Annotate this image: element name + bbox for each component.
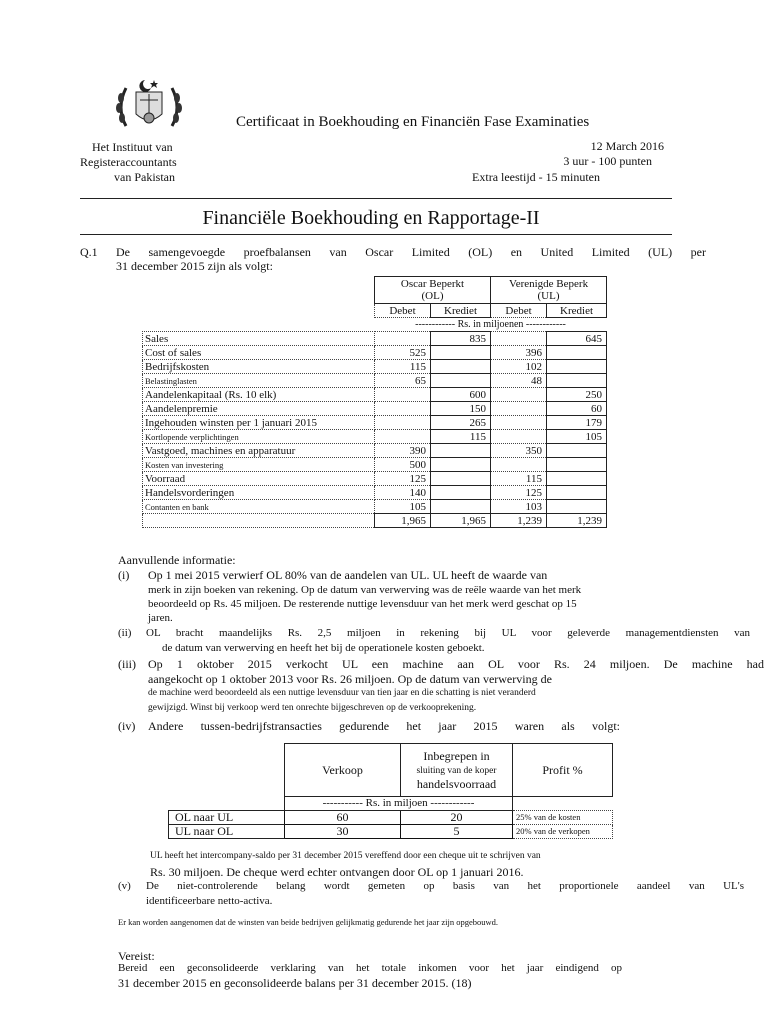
tb-ul-debit: 48 (491, 374, 547, 388)
tb-ol-debit: 500 (375, 458, 431, 472)
tx-row (169, 811, 613, 825)
col-included-l2: sluiting van de koper (416, 765, 497, 776)
tb-ul-debit (491, 388, 547, 402)
ol-company-header (375, 277, 491, 304)
tb-ul-credit (547, 346, 607, 360)
tb-ul-credit: 60 (547, 402, 607, 416)
tb-row-label: Cost of sales (143, 346, 375, 360)
tb-row (143, 472, 607, 486)
assumption-note: Er kan worden aangenomen dat de winsten van beide bedrijven gelijkmatig gedurende het jaar zijn opgebouwd. (118, 917, 499, 927)
item-ii-line1: OL bracht maandelijks Rs. 2,5 miljoen in rekening bij UL voor geleverde managementdiensten van (146, 627, 750, 639)
tb-row (143, 360, 607, 374)
tb-row (143, 332, 607, 346)
tb-ol-debit (375, 388, 431, 402)
tb-ul-credit (547, 360, 607, 374)
item-iii-line3: de machine werd beoordeeld als een nuttige levensduur van tien jaar en die schatting is niet veranderd (148, 688, 536, 698)
tb-ol-credit (431, 458, 491, 472)
col-sales-header: Verkoop (285, 744, 401, 797)
tb-row-label: Handelsvorderingen (143, 486, 375, 500)
tb-ul-credit (547, 444, 607, 458)
item-ii-number: (ii) (118, 627, 132, 639)
tb-ul-credit (547, 472, 607, 486)
tb-ol-credit (431, 486, 491, 500)
item-v-line1: De niet-controlerende belang wordt gemeten op basis van het proportionele aandeel van UL's (146, 880, 744, 892)
tb-ol-debit: 65 (375, 374, 431, 388)
tb-row-label: Ingehouden winsten per 1 januari 2015 (143, 416, 375, 430)
tb-ul-credit (547, 500, 607, 514)
tb-ol-debit: 140 (375, 486, 431, 500)
tx-unit-label: ----------- Rs. in miljoen ------------ (285, 797, 513, 811)
tb-ul-debit (491, 332, 547, 346)
tb-ol-debit: 105 (375, 500, 431, 514)
tx-row (169, 825, 613, 839)
ul-credit-header: Krediet (547, 304, 607, 318)
tb-ol-debit (375, 416, 431, 430)
tb-row-label: Sales (143, 332, 375, 346)
institute-name-line2: Registeraccountants (80, 155, 177, 169)
item-i-line3: beoordeeld op Rs. 45 miljoen. De resterende nuttige levensduur van het merk werd geschat op 15 (148, 598, 577, 610)
trial-balance-table (142, 276, 607, 528)
tx-profit: 20% van de verkopen (513, 825, 613, 839)
required-line1: Bereid een geconsolideerde verklaring van het totale inkomen voor het jaar eindigend op (118, 962, 622, 974)
tb-row (143, 458, 607, 472)
tx-sales: 30 (285, 825, 401, 839)
tb-row-label: Vastgoed, machines en apparatuur (143, 444, 375, 458)
tb-ul-credit (547, 486, 607, 500)
tb-ul-debit (491, 416, 547, 430)
tb-row (143, 486, 607, 500)
tb-ul-credit: 179 (547, 416, 607, 430)
tb-ul-debit: 350 (491, 444, 547, 458)
total-ol-debit: 1,965 (375, 514, 431, 528)
tb-ul-debit: 396 (491, 346, 547, 360)
item-i-line4: jaren. (148, 612, 173, 624)
header-divider (80, 198, 672, 199)
tb-row-label: Aandelenpremie (143, 402, 375, 416)
tb-totals-row (143, 514, 607, 528)
tb-ol-credit: 265 (431, 416, 491, 430)
tb-ol-debit: 525 (375, 346, 431, 360)
ul-debit-header: Debet (491, 304, 547, 318)
tb-ol-credit (431, 360, 491, 374)
tb-ul-credit: 250 (547, 388, 607, 402)
tb-row-label: Kosten van investering (143, 458, 375, 472)
col-included-header (401, 744, 513, 797)
ul-company-name: Verenigde Beperk (508, 278, 589, 290)
tb-row (143, 346, 607, 360)
tb-ul-debit: 125 (491, 486, 547, 500)
tb-ul-debit: 103 (491, 500, 547, 514)
tx-sales: 60 (285, 811, 401, 825)
tb-ol-credit: 115 (431, 430, 491, 444)
item-ii-line2: de datum van verwerving en heeft het bij de operationele kosten geboekt. (162, 642, 485, 654)
item-i-line2: merk in zijn boeken van rekening. Op de datum van verwerving was de reële waarde van het merk (148, 584, 582, 596)
institute-name-line3: van Pakistan (114, 170, 175, 184)
item-iii-line4: gewijzigd. Winst bij verkoop werd ten onrechte bijgeschreven op de verkooprekening. (148, 703, 477, 713)
required-heading: Vereist: (118, 949, 155, 963)
tb-ol-credit (431, 472, 491, 486)
tb-unit-label: ------------ Rs. in miljoenen ------------ (415, 318, 566, 330)
ol-debit-header: Debet (375, 304, 431, 318)
item-iii-number: (iii) (118, 657, 136, 671)
tb-ul-credit (547, 374, 607, 388)
tx-row-label: UL naar OL (169, 825, 285, 839)
tb-row-label: Bedrijfskosten (143, 360, 375, 374)
tb-ul-debit (491, 430, 547, 444)
tb-ol-credit: 600 (431, 388, 491, 402)
institute-name-line1: Het Instituut van (92, 140, 173, 154)
tb-ul-credit: 105 (547, 430, 607, 444)
tb-row-label: Belastinglasten (143, 374, 375, 388)
tx-row-label: OL naar UL (169, 811, 285, 825)
exam-duration: 3 uur - 100 punten (563, 154, 652, 168)
total-ol-credit: 1,965 (431, 514, 491, 528)
tb-ul-debit: 102 (491, 360, 547, 374)
item-i-number: (i) (118, 568, 130, 582)
tb-row (143, 430, 607, 444)
tb-ul-credit: 645 (547, 332, 607, 346)
tx-profit: 25% van de kosten (513, 811, 613, 825)
settlement-line2: Rs. 30 miljoen. De cheque werd echter ontvangen door OL op 1 januari 2016. (150, 865, 524, 879)
tb-row (143, 402, 607, 416)
paper-title: Financiële Boekhouding en Rapportage-II (202, 207, 540, 229)
institute-logo (112, 74, 186, 138)
tb-row-label: Voorraad (143, 472, 375, 486)
item-v-number: (v) (118, 880, 131, 892)
exam-title: Certificaat in Boekhouding en Financiën Fase Examinaties (236, 114, 590, 130)
question-number: Q.1 (80, 245, 98, 259)
tb-ul-debit (491, 458, 547, 472)
ol-credit-header: Krediet (431, 304, 491, 318)
question-intro-line2: 31 december 2015 zijn als volgt: (116, 259, 273, 273)
tb-ol-credit (431, 500, 491, 514)
tx-included: 20 (401, 811, 513, 825)
col-included-l1: Inbegrepen in (423, 748, 490, 763)
tb-row-label: Contanten en bank (143, 500, 375, 514)
tb-ol-debit: 115 (375, 360, 431, 374)
tb-ol-debit (375, 402, 431, 416)
tb-ol-credit (431, 374, 491, 388)
additional-info-heading: Aanvullende informatie: (118, 553, 236, 567)
tb-ul-credit (547, 458, 607, 472)
item-iii-line2: aangekocht op 1 oktober 2013 voor Rs. 26 miljoen. Op de datum van verwerving de (148, 672, 552, 686)
tb-ol-debit: 125 (375, 472, 431, 486)
ol-company-abbr: (OL) (421, 290, 444, 302)
total-ul-credit: 1,239 (547, 514, 607, 528)
ul-company-abbr: (UL) (537, 290, 560, 302)
tb-row-label: Kortlopende verplichtingen (143, 430, 375, 444)
tb-row (143, 500, 607, 514)
ol-company-name: Oscar Beperkt (400, 278, 465, 290)
tb-ol-debit (375, 430, 431, 444)
total-ul-debit: 1,239 (491, 514, 547, 528)
tb-ol-debit (375, 332, 431, 346)
question-intro-line1: De samengevoegde proefbalansen van Oscar Limited (OL) en United Limited (UL) per (116, 245, 706, 259)
tb-ul-debit: 115 (491, 472, 547, 486)
tb-ol-credit: 835 (431, 332, 491, 346)
tb-row (143, 388, 607, 402)
tb-ol-debit: 390 (375, 444, 431, 458)
intercompany-transactions-table (168, 743, 613, 839)
item-v-line2: identificeerbare netto-activa. (146, 895, 273, 907)
exam-date: 12 March 2016 (590, 139, 664, 153)
col-profit-header: Profit % (513, 744, 613, 797)
title-divider (80, 234, 672, 235)
tb-ol-credit (431, 444, 491, 458)
tb-row (143, 444, 607, 458)
required-line2: 31 december 2015 en geconsolideerde balans per 31 december 2015. (18) (118, 976, 472, 990)
item-iv-line1: Andere tussen-bedrijfstransacties gedurende het jaar 2015 waren als volgt: (148, 719, 620, 733)
tb-row (143, 374, 607, 388)
col-included-l3: handelsvoorraad (416, 776, 497, 791)
tb-ol-credit: 150 (431, 402, 491, 416)
ul-company-header (491, 277, 607, 304)
tx-included: 5 (401, 825, 513, 839)
tb-ol-credit (431, 346, 491, 360)
tb-ul-debit (491, 402, 547, 416)
item-i-line1: Op 1 mei 2015 verwierf OL 80% van de aandelen van UL. UL heeft de waarde van (148, 568, 548, 582)
tb-row-label: Aandelenkapitaal (Rs. 10 elk) (143, 388, 375, 402)
tb-row (143, 416, 607, 430)
item-iv-number: (iv) (118, 719, 136, 733)
item-iii-line1: Op 1 oktober 2015 verkocht UL een machine aan OL voor Rs. 24 miljoen. De machine had (148, 657, 764, 671)
settlement-line1: UL heeft het intercompany-saldo per 31 december 2015 vereffend door een cheque uit te schrijven van (150, 851, 541, 861)
exam-extra-time: Extra leestijd - 15 minuten (472, 170, 600, 184)
